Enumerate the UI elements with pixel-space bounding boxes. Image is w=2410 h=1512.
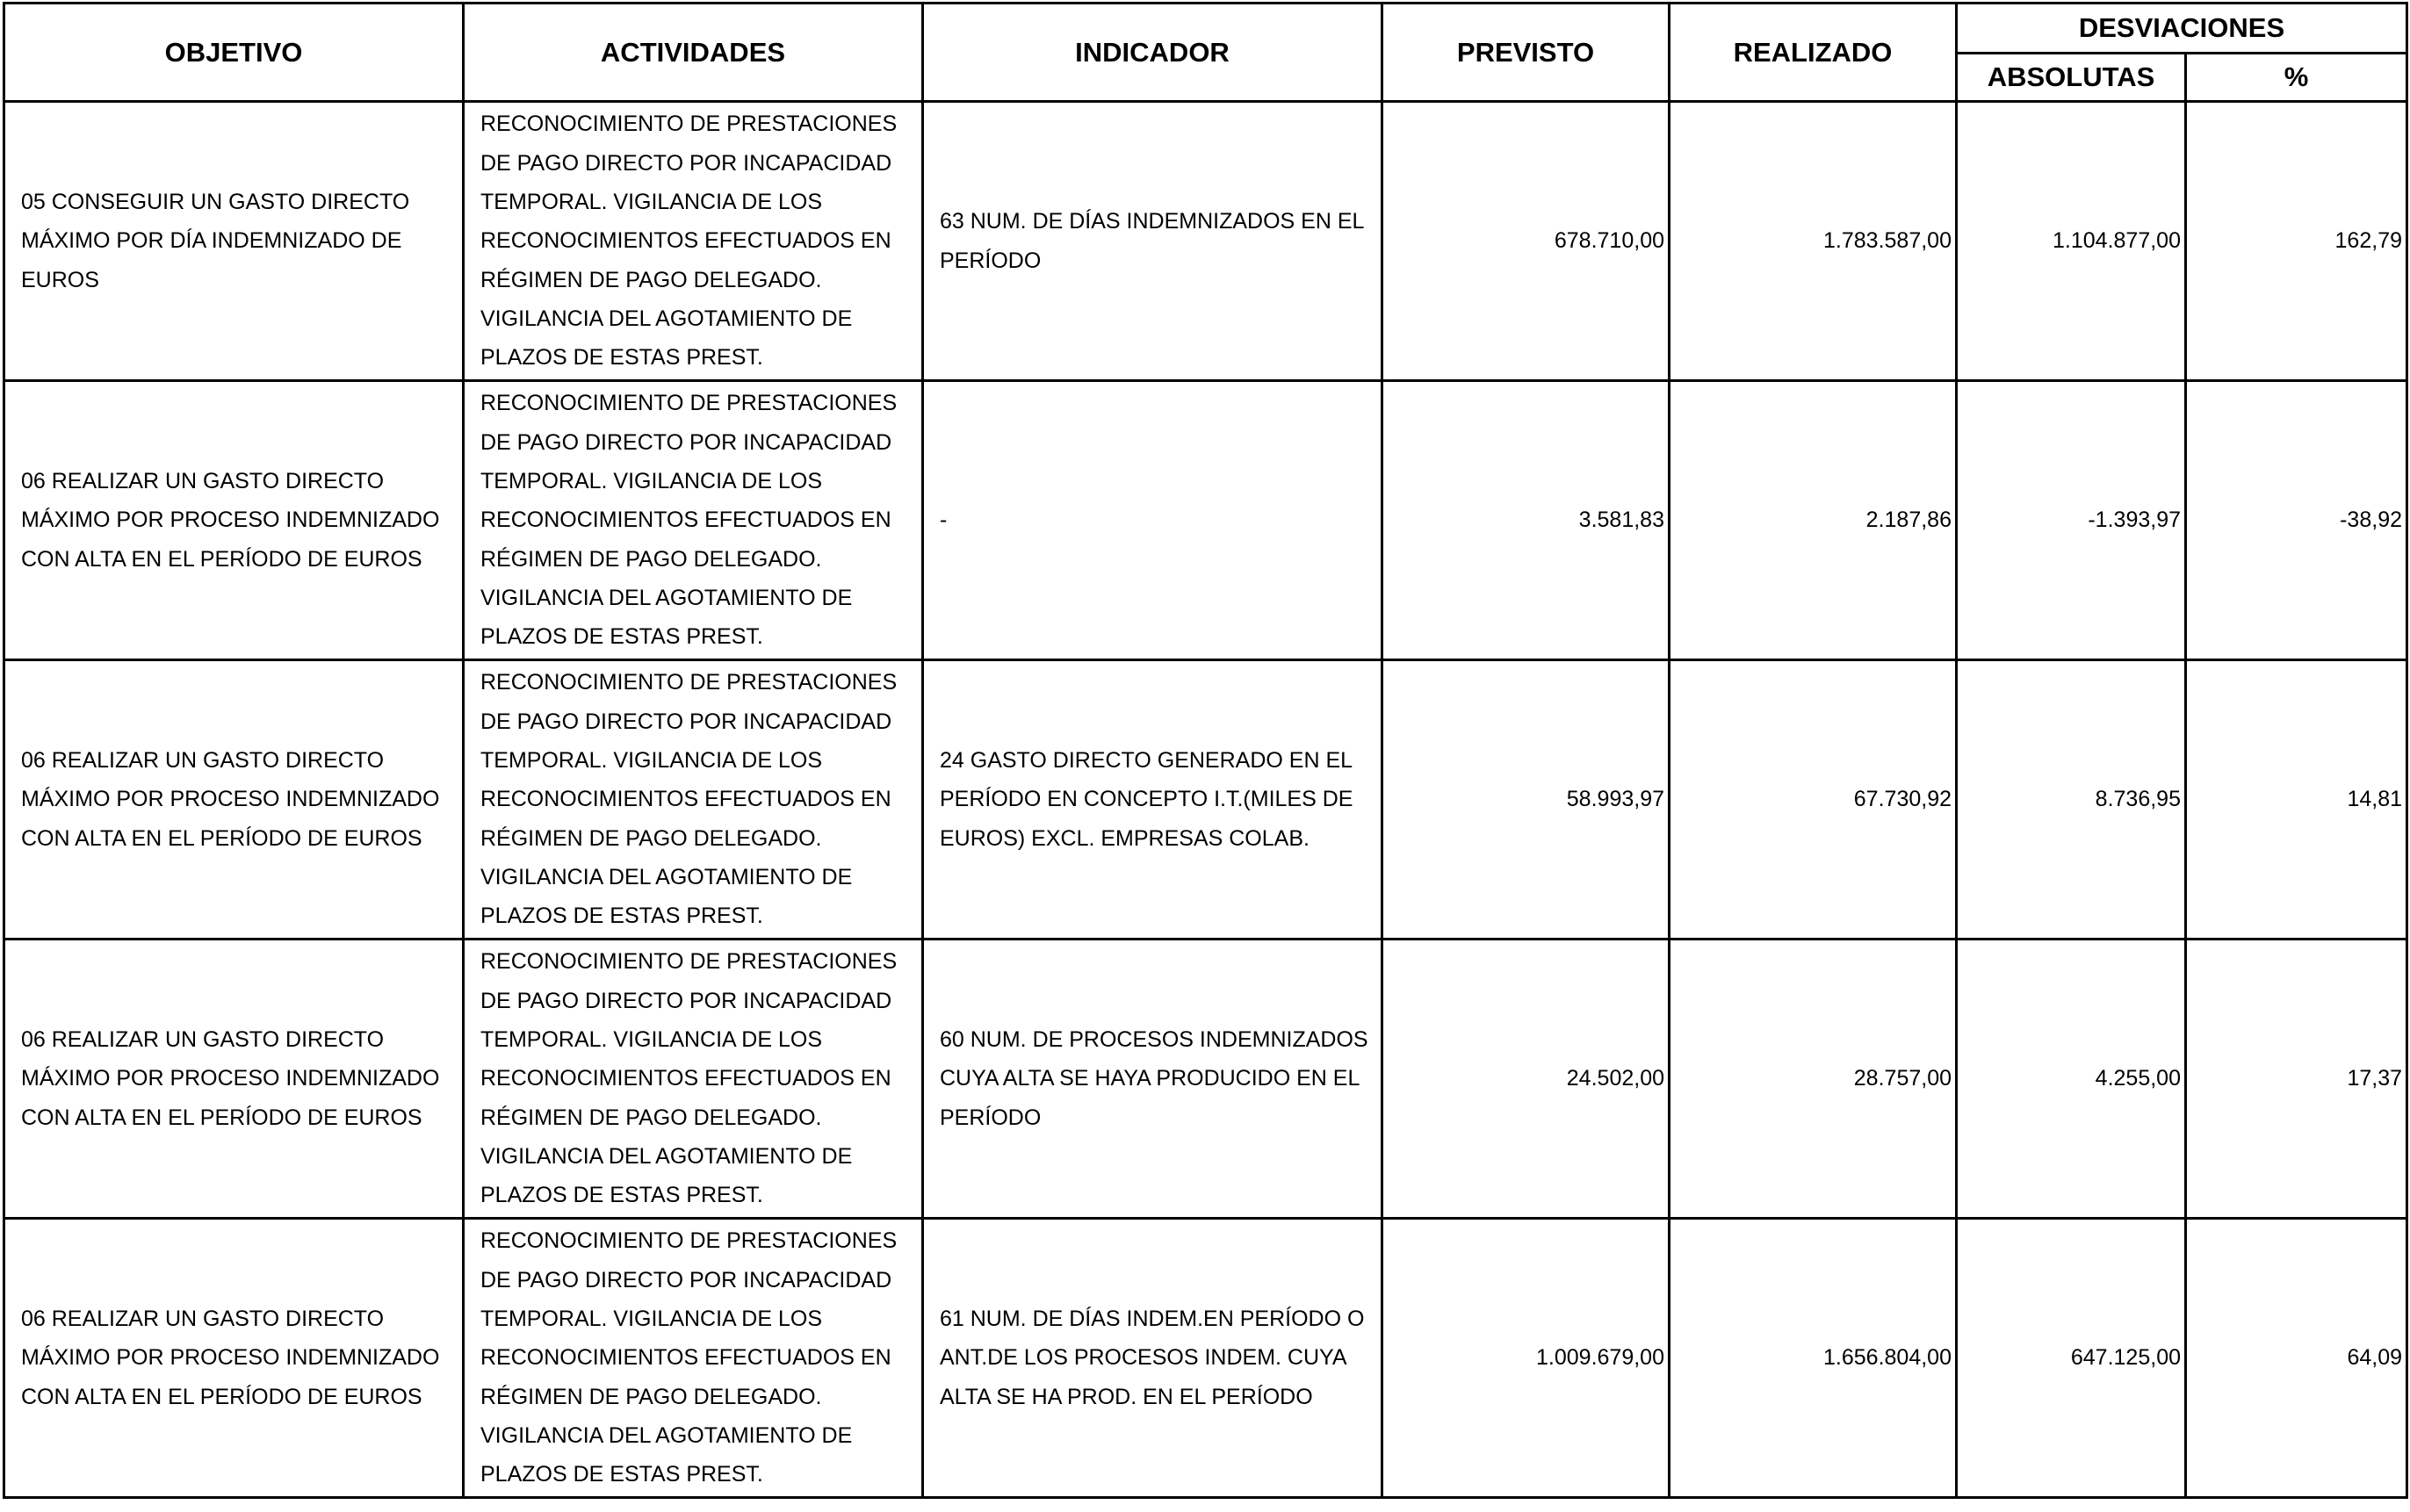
cell-indicador: 63 NUM. DE DÍAS INDEMNIZADOS EN EL PERÍODO <box>923 102 1382 381</box>
cell-objetivo: 06 REALIZAR UN GASTO DIRECTO MÁXIMO POR PROCESO INDEMNIZADO CON ALTA EN EL PERÍODO DE EUROS <box>4 381 464 660</box>
cell-indicador: 60 NUM. DE PROCESOS INDEMNIZADOS CUYA ALTA SE HAYA PRODUCIDO EN EL PERÍODO <box>923 940 1382 1219</box>
header-previsto: PREVISTO <box>1382 4 1670 102</box>
header-indicador: INDICADOR <box>923 4 1382 102</box>
cell-porcentaje: 162,79 <box>2186 102 2407 381</box>
header-objetivo: OBJETIVO <box>4 4 464 102</box>
objectives-table <box>3 2 2408 1499</box>
header-desviaciones: DESVIACIONES <box>1957 4 2407 54</box>
cell-actividades: RECONOCIMIENTO DE PRESTACIONES DE PAGO DIRECTO POR INCAPACIDAD TEMPORAL. VIGILANCIA DE LOS RECONOCIMIENTOS EFECTUADOS EN RÉGIMEN DE PAGO DELEGADO. VIGILANCIA DEL AGOTAMIENTO DE PLAZOS DE ESTAS PREST. <box>464 940 923 1219</box>
header-porcentaje: % <box>2186 54 2407 102</box>
cell-previsto: 1.009.679,00 <box>1382 1219 1670 1498</box>
cell-indicador: 24 GASTO DIRECTO GENERADO EN EL PERÍODO EN CONCEPTO I.T.(MILES DE EUROS) EXCL. EMPRESAS COLAB. <box>923 660 1382 940</box>
cell-actividades: RECONOCIMIENTO DE PRESTACIONES DE PAGO DIRECTO POR INCAPACIDAD TEMPORAL. VIGILANCIA DE LOS RECONOCIMIENTOS EFECTUADOS EN RÉGIMEN DE PAGO DELEGADO. VIGILANCIA DEL AGOTAMIENTO DE PLAZOS DE ESTAS PREST. <box>464 660 923 940</box>
table-row <box>4 940 2407 1219</box>
cell-absolutas: 8.736,95 <box>1957 660 2186 940</box>
cell-previsto: 678.710,00 <box>1382 102 1670 381</box>
table-row <box>4 660 2407 940</box>
header-actividades: ACTIVIDADES <box>464 4 923 102</box>
cell-actividades: RECONOCIMIENTO DE PRESTACIONES DE PAGO DIRECTO POR INCAPACIDAD TEMPORAL. VIGILANCIA DE LOS RECONOCIMIENTOS EFECTUADOS EN RÉGIMEN DE PAGO DELEGADO. VIGILANCIA DEL AGOTAMIENTO DE PLAZOS DE ESTAS PREST. <box>464 381 923 660</box>
header-realizado: REALIZADO <box>1670 4 1957 102</box>
cell-objetivo: 06 REALIZAR UN GASTO DIRECTO MÁXIMO POR PROCESO INDEMNIZADO CON ALTA EN EL PERÍODO DE EUROS <box>4 660 464 940</box>
cell-porcentaje: 14,81 <box>2186 660 2407 940</box>
cell-objetivo: 06 REALIZAR UN GASTO DIRECTO MÁXIMO POR PROCESO INDEMNIZADO CON ALTA EN EL PERÍODO DE EUROS <box>4 940 464 1219</box>
table-row <box>4 102 2407 381</box>
cell-indicador: 61 NUM. DE DÍAS INDEM.EN PERÍODO O ANT.DE LOS PROCESOS INDEM. CUYA ALTA SE HA PROD. EN EL PERÍODO <box>923 1219 1382 1498</box>
cell-realizado: 67.730,92 <box>1670 660 1957 940</box>
cell-previsto: 24.502,00 <box>1382 940 1670 1219</box>
cell-realizado: 1.656.804,00 <box>1670 1219 1957 1498</box>
cell-realizado: 1.783.587,00 <box>1670 102 1957 381</box>
table-row <box>4 381 2407 660</box>
cell-porcentaje: 17,37 <box>2186 940 2407 1219</box>
cell-absolutas: -1.393,97 <box>1957 381 2186 660</box>
cell-realizado: 2.187,86 <box>1670 381 1957 660</box>
cell-porcentaje: 64,09 <box>2186 1219 2407 1498</box>
cell-absolutas: 4.255,00 <box>1957 940 2186 1219</box>
cell-objetivo: 06 REALIZAR UN GASTO DIRECTO MÁXIMO POR PROCESO INDEMNIZADO CON ALTA EN EL PERÍODO DE EUROS <box>4 1219 464 1498</box>
table-header <box>4 4 2407 102</box>
cell-actividades: RECONOCIMIENTO DE PRESTACIONES DE PAGO DIRECTO POR INCAPACIDAD TEMPORAL. VIGILANCIA DE LOS RECONOCIMIENTOS EFECTUADOS EN RÉGIMEN DE PAGO DELEGADO. VIGILANCIA DEL AGOTAMIENTO DE PLAZOS DE ESTAS PREST. <box>464 102 923 381</box>
cell-previsto: 58.993,97 <box>1382 660 1670 940</box>
header-absolutas: ABSOLUTAS <box>1957 54 2186 102</box>
cell-previsto: 3.581,83 <box>1382 381 1670 660</box>
cell-absolutas: 1.104.877,00 <box>1957 102 2186 381</box>
cell-indicador: - <box>923 381 1382 660</box>
cell-objetivo: 05 CONSEGUIR UN GASTO DIRECTO MÁXIMO POR DÍA INDEMNIZADO DE EUROS <box>4 102 464 381</box>
table-row <box>4 1219 2407 1498</box>
cell-realizado: 28.757,00 <box>1670 940 1957 1219</box>
cell-absolutas: 647.125,00 <box>1957 1219 2186 1498</box>
cell-actividades: RECONOCIMIENTO DE PRESTACIONES DE PAGO DIRECTO POR INCAPACIDAD TEMPORAL. VIGILANCIA DE LOS RECONOCIMIENTOS EFECTUADOS EN RÉGIMEN DE PAGO DELEGADO. VIGILANCIA DEL AGOTAMIENTO DE PLAZOS DE ESTAS PREST. <box>464 1219 923 1498</box>
table-body <box>4 102 2407 1498</box>
cell-porcentaje: -38,92 <box>2186 381 2407 660</box>
